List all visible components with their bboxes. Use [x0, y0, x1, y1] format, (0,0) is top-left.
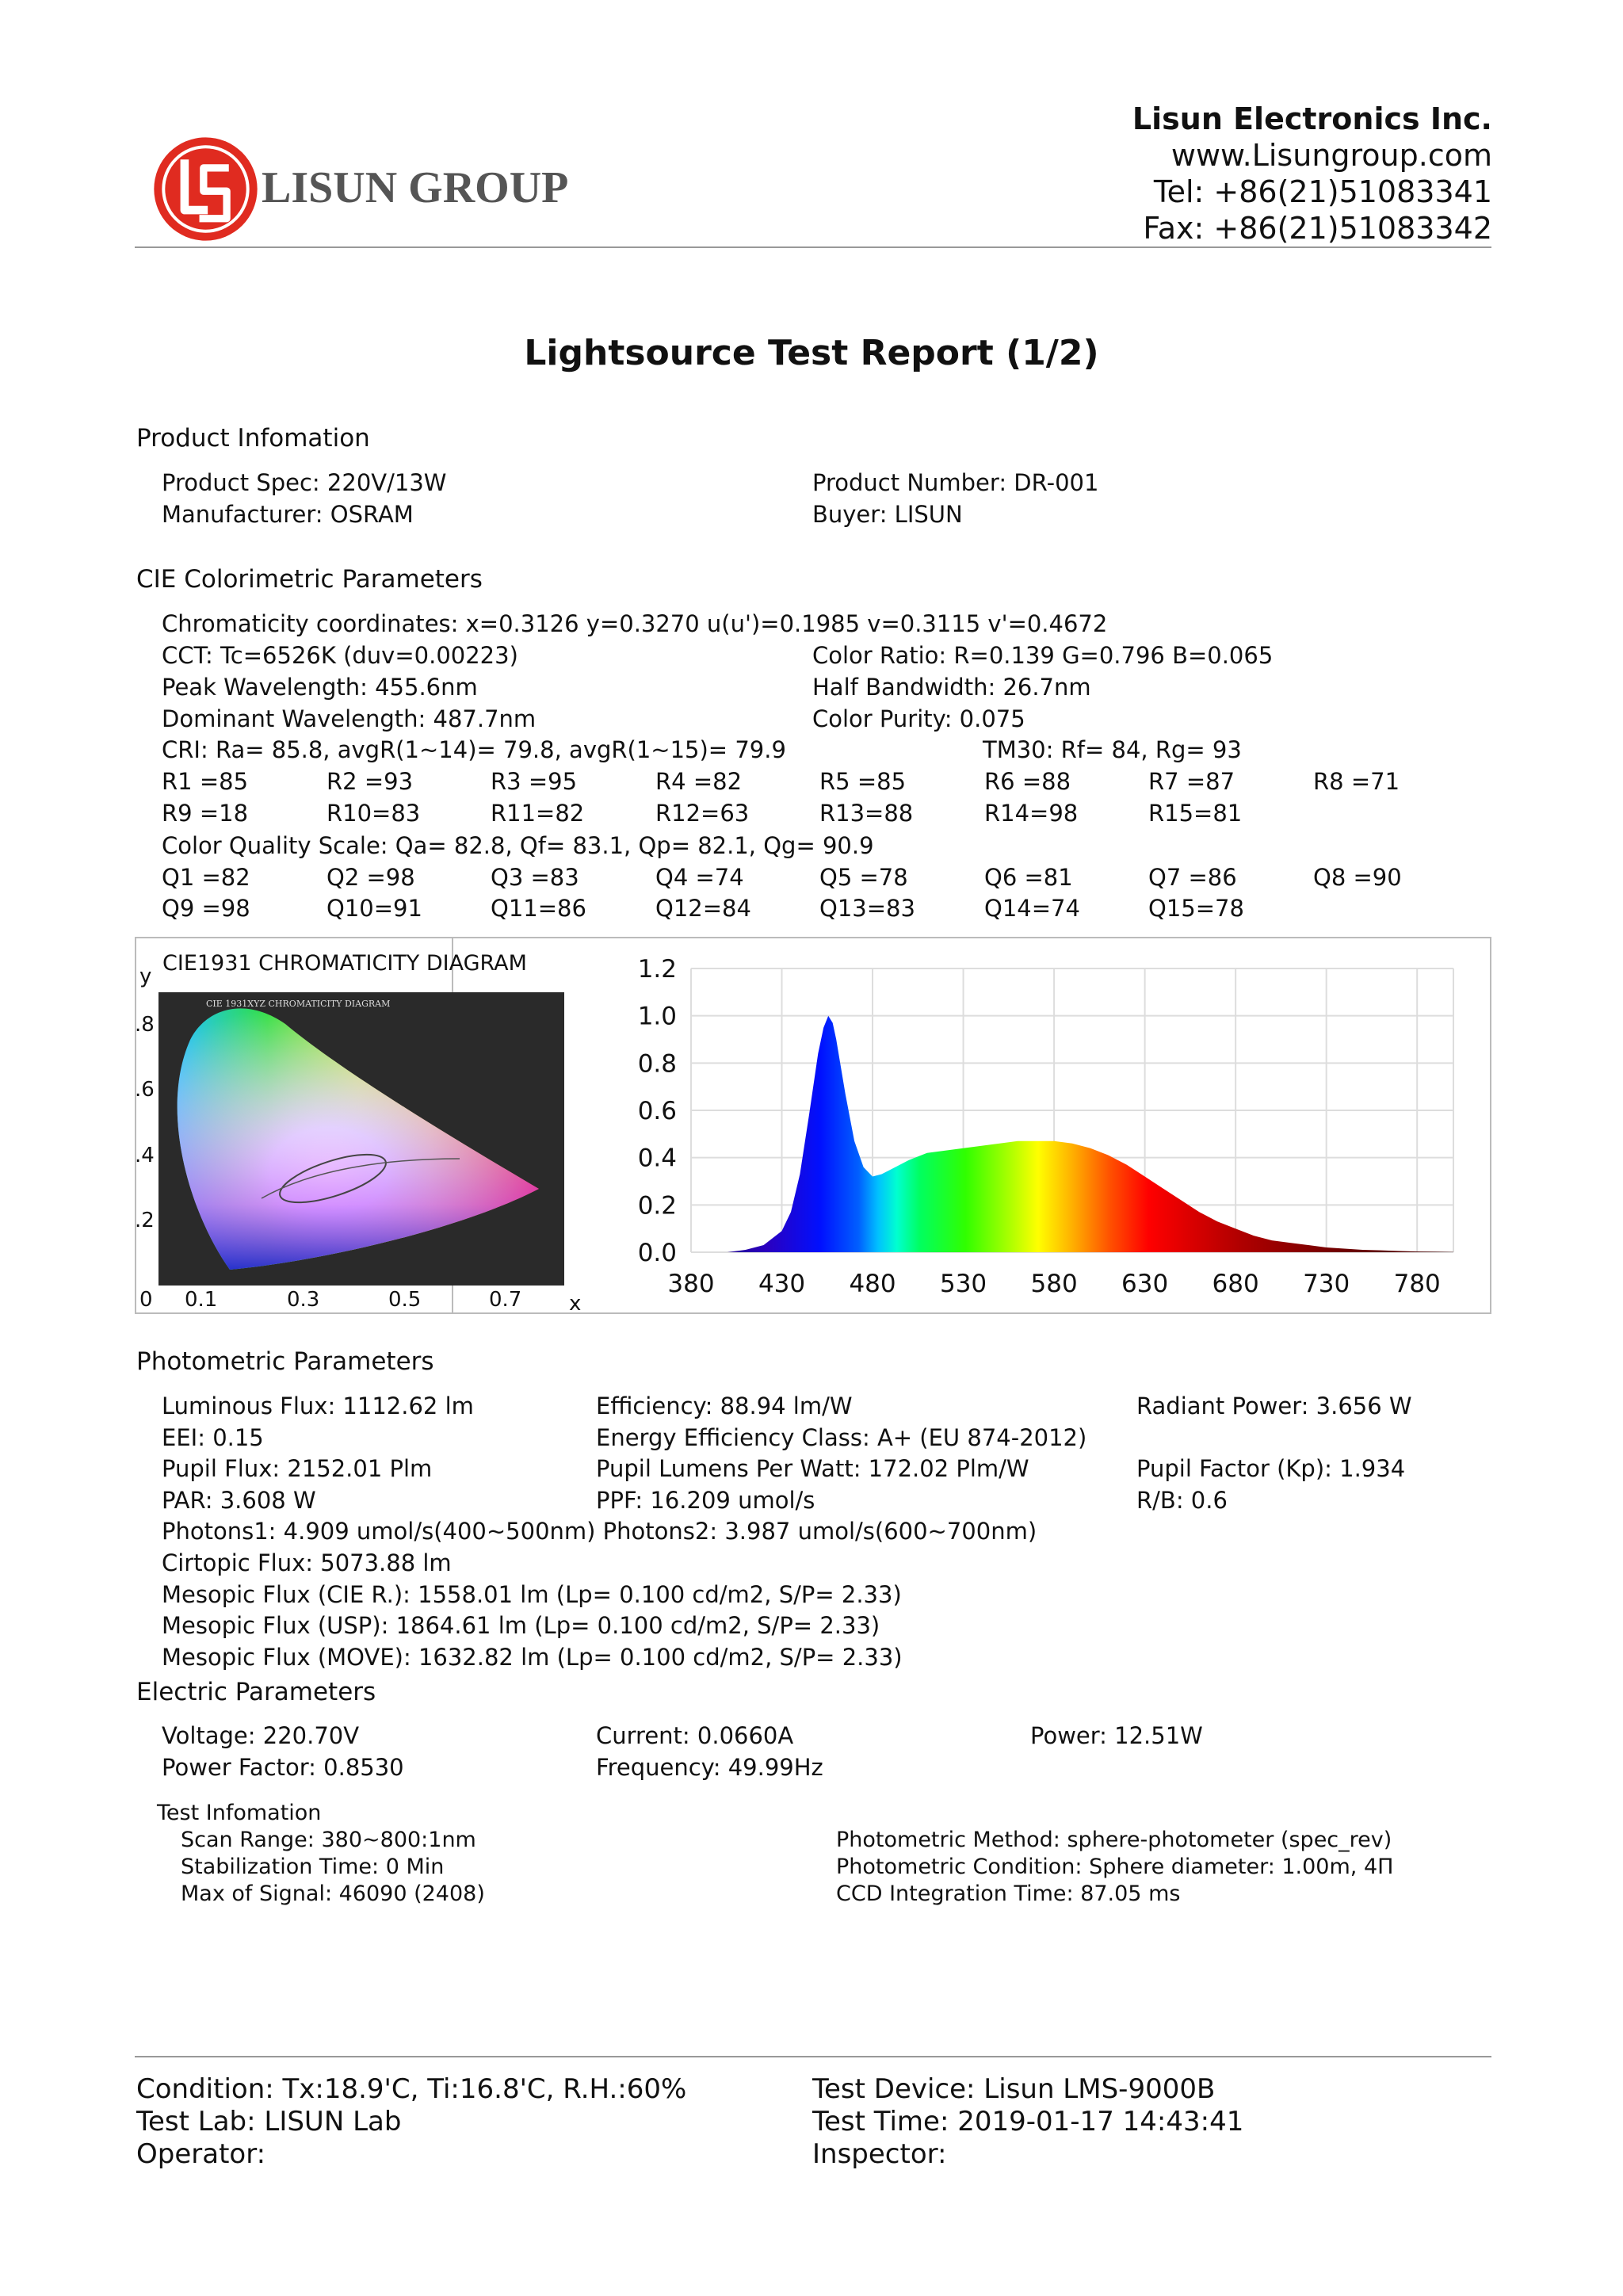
footer-divider	[135, 2056, 1491, 2057]
footer-test-lab: Test Lab: LISUN Lab	[136, 2106, 402, 2137]
mesopic-flux-move: Mesopic Flux (MOVE): 1632.82 lm (Lp= 0.100 cd/m2, S/P= 2.33)	[162, 1644, 903, 1671]
r-value: R3 =95	[491, 768, 578, 795]
spectrum-y-tick: 0.8	[637, 1049, 677, 1079]
logo-wordmark: LISUN GROUP	[262, 163, 569, 212]
r-value: R9 =18	[162, 800, 249, 827]
energy-efficiency-class: Energy Efficiency Class: A+ (EU 874-2012)	[596, 1424, 1087, 1451]
photons: Photons1: 4.909 umol/s(400~500nm) Photons2: 3.987 umol/s(600~700nm)	[162, 1518, 1037, 1545]
q-value: Q1 =82	[162, 864, 250, 891]
footer-condition: Condition: Tx:18.9'C, Ti:16.8'C, R.H.:60%	[136, 2073, 687, 2105]
half-bandwidth: Half Bandwidth: 26.7nm	[812, 674, 1091, 701]
voltage: Voltage: 220.70V	[162, 1722, 360, 1749]
cie-y-axis-label: y	[139, 965, 152, 988]
color-ratio: Color Ratio: R=0.139 G=0.796 B=0.065	[812, 642, 1274, 669]
cct: CCT: Tc=6526K (duv=0.00223)	[162, 642, 518, 669]
cie-x-tick: 0.5	[388, 1288, 422, 1312]
product-number: Product Number: DR-001	[812, 469, 1099, 496]
max-of-signal: Max of Signal: 46090 (2408)	[181, 1881, 485, 1906]
report-title: Lightsource Test Report (1/2)	[524, 333, 1099, 373]
color-purity: Color Purity: 0.075	[812, 705, 1025, 732]
q-value: Q7 =86	[1148, 864, 1237, 891]
spectrum-x-tick: 780	[1393, 1270, 1441, 1298]
company-tel: Tel: +86(21)51083341	[1153, 174, 1492, 209]
section-photometric-heading: Photometric Parameters	[136, 1347, 434, 1376]
r-b-ratio: R/B: 0.6	[1136, 1487, 1228, 1514]
peak-wavelength: Peak Wavelength: 455.6nm	[162, 674, 478, 701]
cie-x-tick: 0.7	[489, 1288, 522, 1312]
par: PAR: 3.608 W	[162, 1487, 316, 1514]
cie-x-axis-label: x	[569, 1292, 582, 1316]
spectrum-y-tick: 0.0	[637, 1239, 677, 1267]
q-value: Q6 =81	[984, 864, 1073, 891]
r-value: R7 =87	[1148, 768, 1235, 795]
r-value: R10=83	[327, 800, 421, 827]
pupil-lumens-per-watt: Pupil Lumens Per Watt: 172.02 Plm/W	[596, 1455, 1029, 1482]
frequency: Frequency: 49.99Hz	[596, 1754, 823, 1781]
photometric-condition: Photometric Condition: Sphere diameter: 1.00m, 4Π	[836, 1855, 1394, 1879]
r-value: R8 =71	[1313, 768, 1400, 795]
q-value: Q3 =83	[491, 864, 579, 891]
manufacturer: Manufacturer: OSRAM	[162, 501, 414, 528]
r-value: R13=88	[819, 800, 914, 827]
q-value: Q5 =78	[819, 864, 908, 891]
stabilization-time: Stabilization Time: 0 Min	[181, 1855, 445, 1879]
dominant-wavelength: Dominant Wavelength: 487.7nm	[162, 705, 537, 732]
tm30-values: TM30: Rf= 84, Rg= 93	[983, 736, 1242, 763]
r-value: R1 =85	[162, 768, 249, 795]
cie-diagram-title: CIE1931 CHROMATICITY DIAGRAM	[162, 951, 527, 976]
header-divider	[135, 246, 1491, 248]
footer-operator: Operator:	[136, 2138, 266, 2170]
cie-x-tick: 0	[139, 1288, 153, 1312]
spectrum-x-tick: 430	[758, 1270, 806, 1298]
r-value: R5 =85	[819, 768, 907, 795]
cie-chromaticity-image	[158, 992, 564, 1286]
lisun-logo	[153, 136, 258, 242]
spectrum-x-tick: 630	[1121, 1270, 1169, 1298]
footer-test-device: Test Device: Lisun LMS-9000B	[812, 2073, 1216, 2105]
spectrum-y-tick: 0.6	[637, 1097, 677, 1125]
pupil-factor: Pupil Factor (Kp): 1.934	[1136, 1455, 1406, 1482]
r-value: R6 =88	[984, 768, 1071, 795]
color-quality-scale: Color Quality Scale: Qa= 82.8, Qf= 83.1, Qp= 82.1, Qg= 90.9	[162, 832, 874, 859]
q-value: Q10=91	[327, 895, 422, 922]
footer-test-time: Test Time: 2019-01-17 14:43:41	[812, 2106, 1244, 2137]
cie-y-tick: .2	[135, 1209, 155, 1232]
spectrum-y-tick: 1.0	[637, 1002, 677, 1031]
q-value: Q12=84	[655, 895, 751, 922]
r-value: R14=98	[984, 800, 1079, 827]
spectrum-y-tick: 0.4	[637, 1144, 677, 1173]
q-value: Q8 =90	[1313, 864, 1402, 891]
spectrum-y-tick: 0.2	[637, 1191, 677, 1221]
scan-range: Scan Range: 380~800:1nm	[181, 1828, 476, 1852]
q-value: Q14=74	[984, 895, 1080, 922]
r-value: R11=82	[491, 800, 585, 827]
pupil-flux: Pupil Flux: 2152.01 Plm	[162, 1455, 433, 1482]
power-factor: Power Factor: 0.8530	[162, 1754, 404, 1781]
company-name: Lisun Electronics Inc.	[1132, 101, 1492, 136]
company-website: www.Lisungroup.com	[1170, 138, 1492, 173]
power: Power: 12.51W	[1030, 1722, 1203, 1749]
q-value: Q15=78	[1148, 895, 1244, 922]
q-value: Q13=83	[819, 895, 915, 922]
q-value: Q9 =98	[162, 895, 250, 922]
section-product-heading: Product Infomation	[136, 424, 370, 453]
luminous-flux: Luminous Flux: 1112.62 lm	[162, 1392, 474, 1419]
radiant-power: Radiant Power: 3.656 W	[1136, 1392, 1412, 1419]
mesopic-flux-usp: Mesopic Flux (USP): 1864.61 lm (Lp= 0.100 cd/m2, S/P= 2.33)	[162, 1612, 880, 1639]
section-electric-heading: Electric Parameters	[136, 1678, 376, 1706]
spectrum-x-tick: 680	[1212, 1270, 1259, 1298]
photometric-method: Photometric Method: sphere-photometer (spec_rev)	[836, 1828, 1392, 1852]
efficiency: Efficiency: 88.94 lm/W	[596, 1392, 853, 1419]
product-spec: Product Spec: 220V/13W	[162, 469, 447, 496]
cie-y-tick: .4	[135, 1144, 155, 1167]
cirtopic-flux: Cirtopic Flux: 5073.88 lm	[162, 1549, 452, 1576]
buyer: Buyer: LISUN	[812, 501, 963, 528]
r-value: R2 =93	[327, 768, 414, 795]
r-value: R4 =82	[655, 768, 743, 795]
spectrum-x-tick: 530	[939, 1270, 987, 1298]
cie-x-tick: 0.3	[287, 1288, 320, 1312]
footer-inspector: Inspector:	[812, 2138, 947, 2170]
company-fax: Fax: +86(21)51083342	[1143, 211, 1492, 246]
section-cie-heading: CIE Colorimetric Parameters	[136, 565, 483, 594]
spectrum-x-tick: 380	[667, 1270, 715, 1298]
cri-values: CRI: Ra= 85.8, avgR(1~14)= 79.8, avgR(1~15)= 79.9	[162, 736, 786, 763]
cie-y-tick: .8	[135, 1013, 155, 1037]
current: Current: 0.0660A	[596, 1722, 794, 1749]
q-value: Q4 =74	[655, 864, 744, 891]
cie-x-tick: 0.1	[185, 1288, 218, 1312]
ppf: PPF: 16.209 umol/s	[596, 1487, 815, 1514]
ccd-integration-time: CCD Integration Time: 87.05 ms	[836, 1881, 1181, 1906]
spectrum-x-tick: 730	[1303, 1270, 1350, 1298]
mesopic-flux-cie: Mesopic Flux (CIE R.): 1558.01 lm (Lp= 0.100 cd/m2, S/P= 2.33)	[162, 1581, 902, 1608]
spectrum-x-tick: 480	[849, 1270, 896, 1298]
q-value: Q11=86	[491, 895, 586, 922]
cie-inner-title: CIE 1931XYZ CHROMATICITY DIAGRAM	[206, 999, 391, 1009]
eei: EEI: 0.15	[162, 1424, 264, 1451]
r-value: R15=81	[1148, 800, 1243, 827]
spectrum-y-tick: 1.2	[637, 955, 677, 984]
q-value: Q2 =98	[327, 864, 415, 891]
r-value: R12=63	[655, 800, 750, 827]
test-info-heading: Test Infomation	[157, 1801, 322, 1825]
cie-y-tick: .6	[135, 1078, 155, 1102]
spectrum-x-tick: 580	[1030, 1270, 1078, 1298]
chromaticity-coordinates: Chromaticity coordinates: x=0.3126 y=0.3270 u(u')=0.1985 v=0.3115 v'=0.4672	[162, 610, 1108, 637]
